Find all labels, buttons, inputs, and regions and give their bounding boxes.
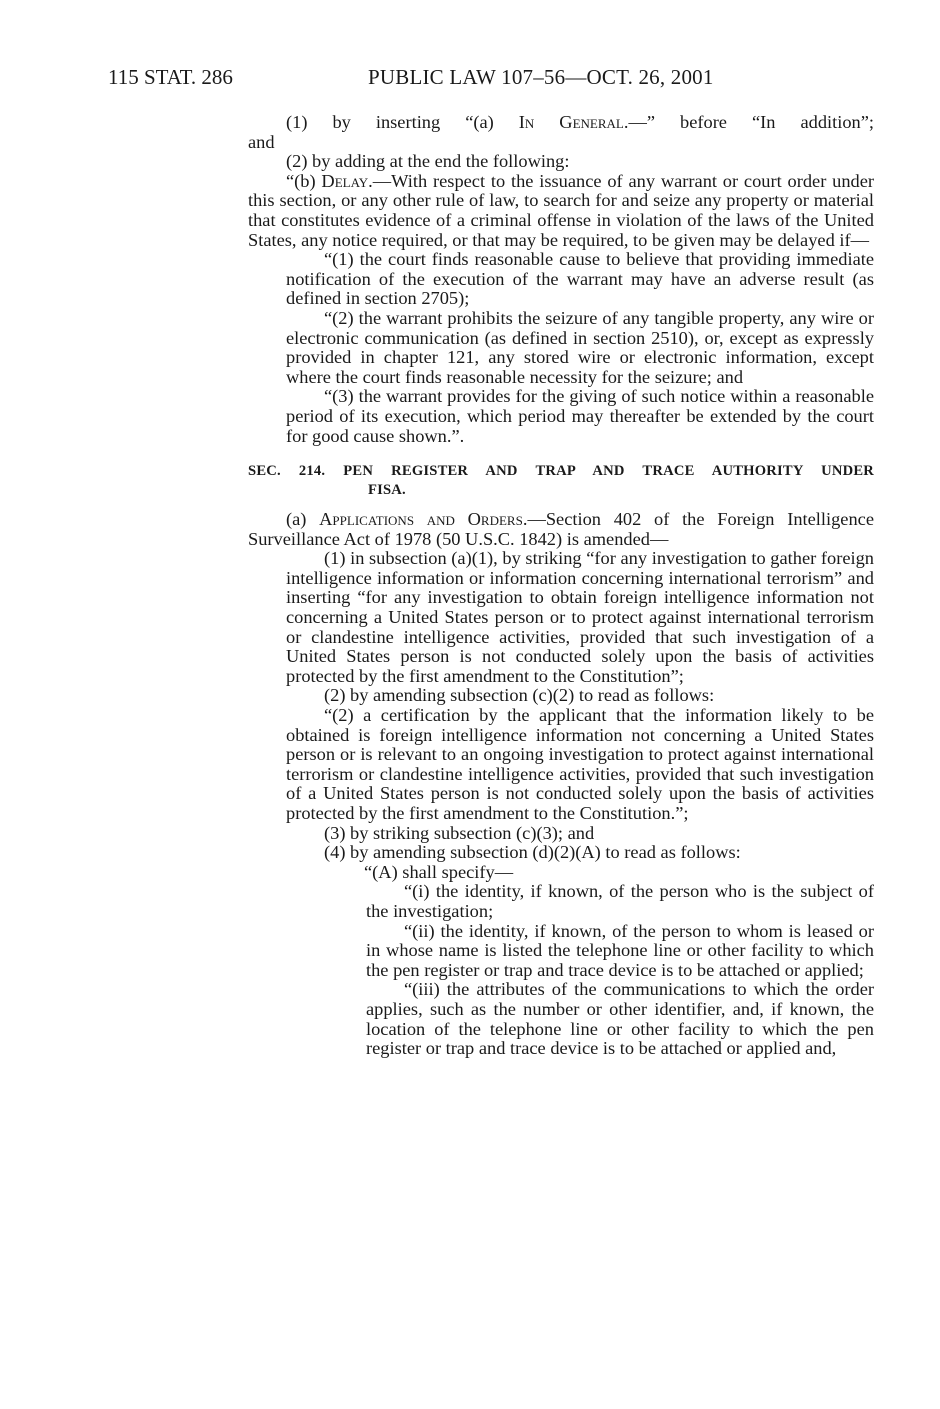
delay-clause-1: “(1) the court finds reasonable cause to believe that providing immediate notification of the execution of the warrant may have an adverse result (as defined in section 2705); xyxy=(286,249,874,309)
text-run: .—” before “In addition”; xyxy=(623,112,875,132)
statute-page-citation: 115 STAT. 286 xyxy=(108,65,233,89)
document-body xyxy=(248,113,874,1059)
clause-iii: “(iii) the attributes of the communications to which the order applies, such as the number or other identifier, and, if known, the location of the telephone line or other facility to which the pen register or trap and trace device is to be attached or applied and, xyxy=(366,979,874,1059)
delay-subsection xyxy=(248,172,874,250)
clause-i: “(i) the identity, if known, of the person who is the subject of the investigation; xyxy=(366,881,874,921)
text-run: .—Section 402 of the Foreign Intelligence Surveillance Act of 1978 (50 U.S.C. 1842) is amended— xyxy=(248,509,874,549)
delay-clause-3: “(3) the warrant provides for the giving of such notice within a reasonable period of its execution, which period may thereafter be extended by the court for good cause shown.”. xyxy=(286,386,874,446)
section-heading-line-1: SEC. 214. PEN REGISTER AND TRAP AND TRACE AUTHORITY UNDER xyxy=(248,463,874,480)
amendment-1: (1) in subsection (a)(1), by striking “for any investigation to gather foreign intelligence information or information concerning international terrorism” and inserting “for any investigation to obtain foreign intelligence information not concerning a United States person or to protect against international terrorism or clandestine intelligence activities, provided that such investigation of a United States person is not conducted solely upon the basis of activities protected by the first amendment to the Constitution”; xyxy=(286,548,874,686)
section-heading-line-2: FISA. xyxy=(368,482,406,499)
delay-clause-2: “(2) the warrant prohibits the seizure of any tangible property, any wire or electronic communication (as defined in section 2510), or, except as expressly provided in chapter 121, any stored wire or electronic information, except where the court finds reasonable necessity for the seizure; and xyxy=(286,307,874,387)
amendment-4: (4) by amending subsection (d)(2)(A) to read as follows: xyxy=(324,842,741,863)
section-heading xyxy=(248,462,874,500)
amendment-paragraph-1 xyxy=(248,113,874,133)
subsection-a xyxy=(248,510,874,549)
small-caps-heading: Delay xyxy=(321,170,369,191)
text-run: “(b) xyxy=(286,170,322,191)
small-caps-heading: In General xyxy=(518,112,624,132)
amendment-2: (2) by amending subsection (c)(2) to read as follows: xyxy=(324,685,715,706)
text-run: (1) by inserting “(a) xyxy=(286,112,519,132)
amendment-4-subparagraph-a: “(A) shall specify— xyxy=(364,861,514,882)
text-run: (a) xyxy=(286,509,320,530)
running-header xyxy=(108,64,868,90)
amendment-3: (3) by striking subsection (c)(3); and xyxy=(324,822,595,843)
text-run: .—With respect to the issuance of any warrant or court order under this section, or any other rule of law, to search for and seize any property or material that constitutes evidence of a criminal offense in violation of the laws of the United States, any notice required, or that may be required, to be given may be delayed if— xyxy=(248,170,874,250)
clause-ii: “(ii) the identity, if known, of the person to whom is leased or in whose name is listed the telephone line or other facility to which the pen register or trap and trace device is to be attached or applied; xyxy=(366,920,874,980)
continuation-line: and xyxy=(248,131,275,152)
amendment-2-quoted-text: “(2) a certification by the applicant that the information likely to be obtained is foreign intelligence information not concerning a United States person or is relevant to an ongoing investigation to protect against international terrorism or clandestine intelligence activities, provided that such investigation of a United States person is not conducted solely upon the basis of activities protected by the first amendment to the Constitution.”; xyxy=(286,705,874,823)
small-caps-heading: Applications and Orders xyxy=(319,509,523,530)
amendment-paragraph-2: (2) by adding at the end the following: xyxy=(286,151,570,172)
public-law-citation: PUBLIC LAW 107–56—OCT. 26, 2001 xyxy=(368,65,714,89)
